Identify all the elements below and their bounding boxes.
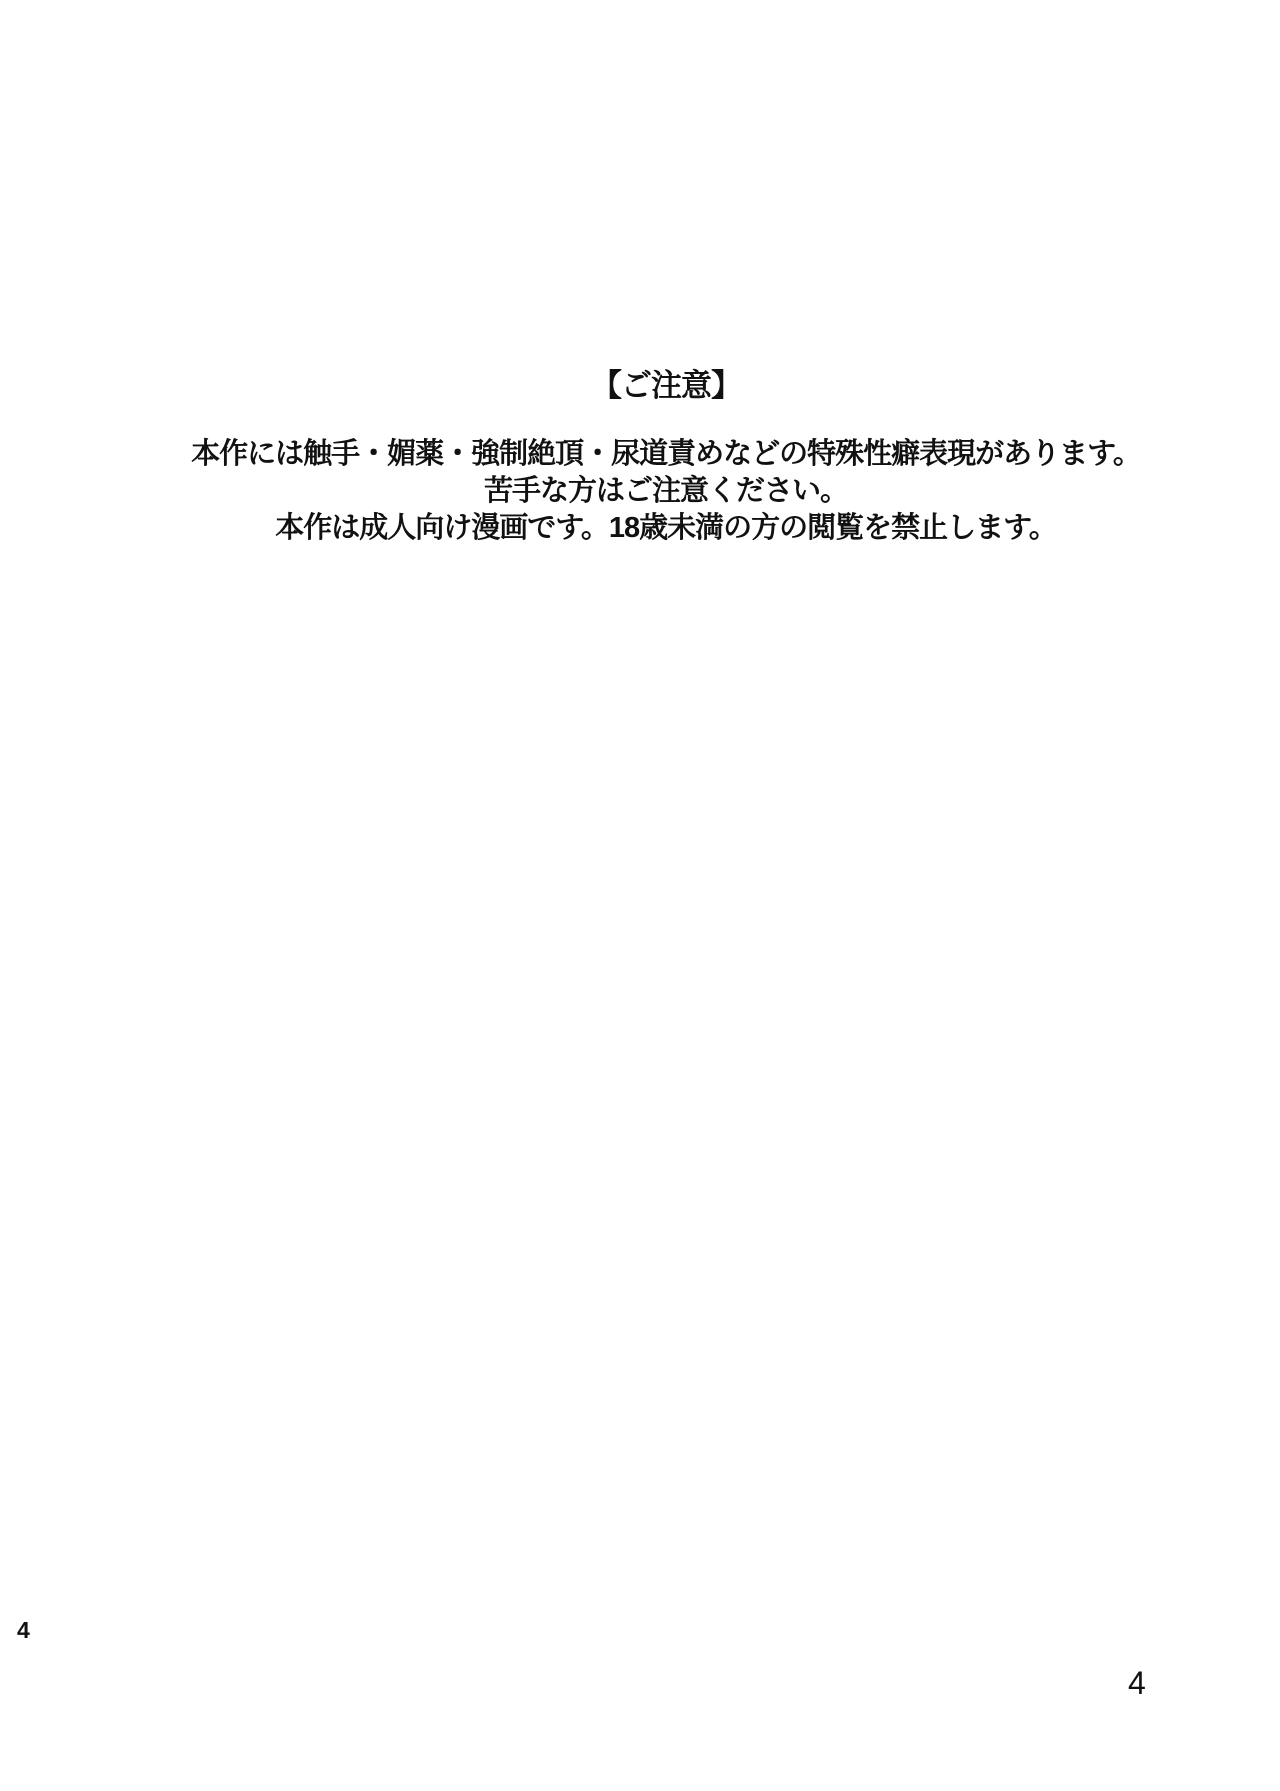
notice-line-3: 本作は成人向け漫画です。18歳未満の方の閲覧を禁止します。 bbox=[275, 512, 1057, 544]
page-number-bottom-right: 4 bbox=[1128, 1665, 1146, 1701]
page-number-bottom-left: 4 bbox=[17, 1617, 30, 1643]
notice-line-2: 苦手な方はご注意ください。 bbox=[483, 475, 848, 507]
notice-title: 【ご注意】 bbox=[591, 368, 741, 403]
notice-line-1: 本作には触手・媚薬・強制絶頂・尿道責めなどの特殊性癖表現があります。 bbox=[191, 438, 1141, 470]
notice-block bbox=[52, 366, 1280, 547]
